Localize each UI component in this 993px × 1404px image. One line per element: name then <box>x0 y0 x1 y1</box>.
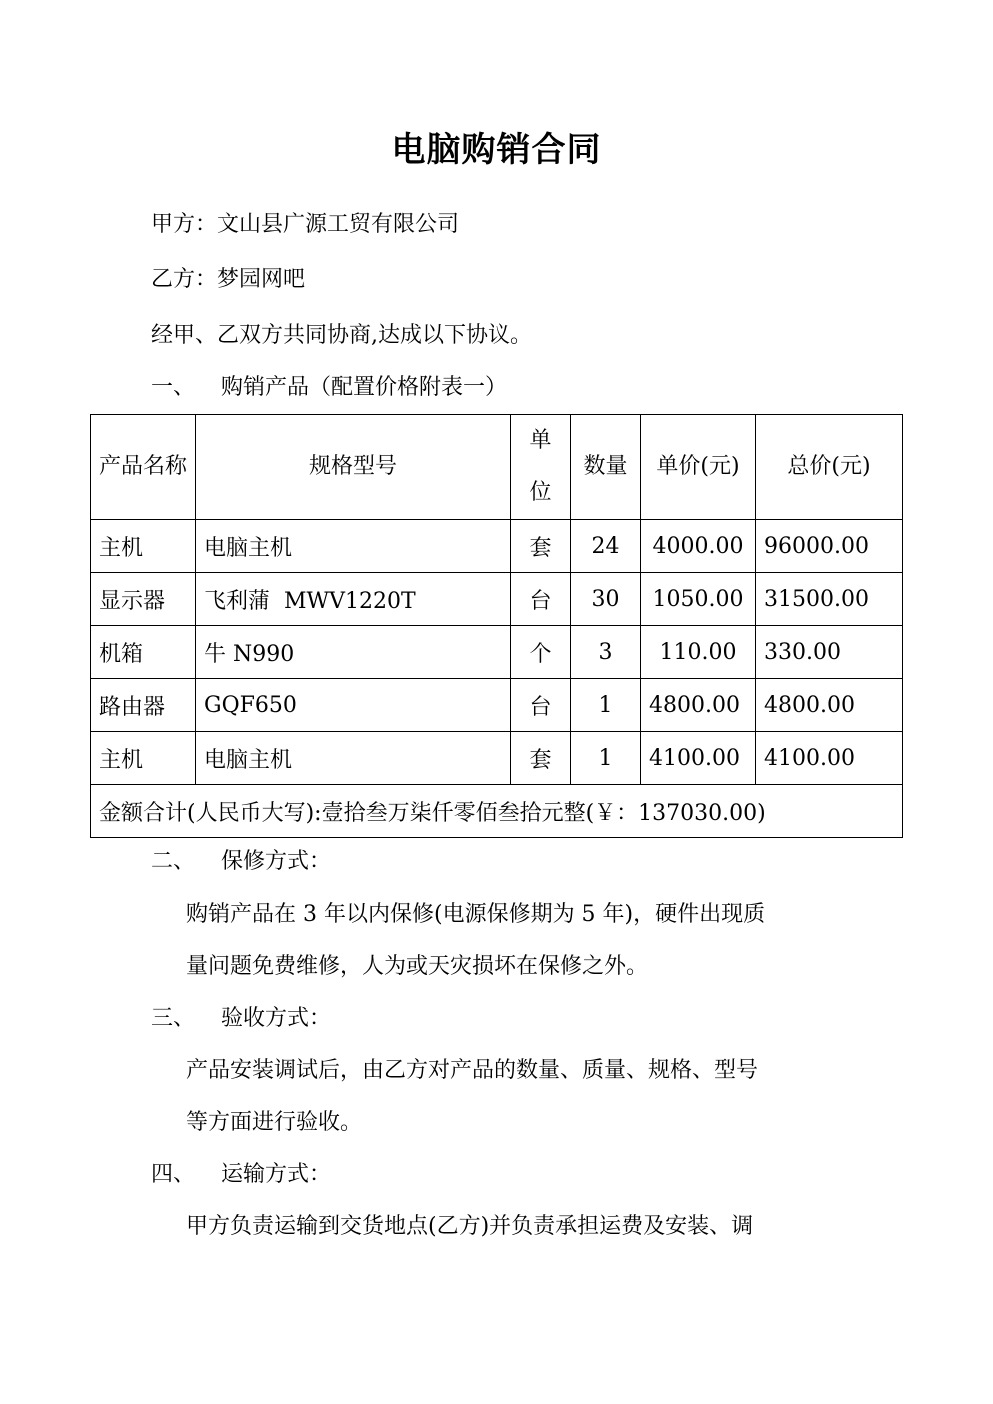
row-unit: 个 <box>511 626 571 679</box>
section-1-heading <box>151 374 507 402</box>
header-qty: 数量 <box>571 415 641 520</box>
section-3-number: 三、 <box>151 1006 196 1031</box>
row-unit: 台 <box>511 679 571 732</box>
row-spec: 电脑主机 <box>196 520 511 573</box>
section-2-heading <box>151 848 331 876</box>
section-1-title: 购销产品（配置价格附表一） <box>221 375 508 400</box>
row-spec: GQF650 <box>196 679 511 732</box>
section-1-number: 一、 <box>151 375 196 400</box>
table-row <box>91 573 903 626</box>
section-2-title: 保修方式： <box>221 849 332 874</box>
table-row <box>91 626 903 679</box>
row-price: 4000.00 <box>641 520 756 573</box>
party-a: 甲方：文山县广源工贸有限公司 <box>151 212 460 237</box>
header-unit-price: 单价(元) <box>641 415 756 520</box>
row-name: 显示器 <box>91 573 196 626</box>
section-3-body-line-1: 产品安装调试后，由乙方对产品的数量、质量、规格、型号 <box>186 1058 759 1083</box>
row-qty: 24 <box>571 520 641 573</box>
section-3-title: 验收方式： <box>221 1006 332 1031</box>
header-total-price: 总价(元) <box>756 415 903 520</box>
row-unit: 台 <box>511 573 571 626</box>
table-sum-row <box>91 785 903 838</box>
product-table <box>90 414 903 838</box>
header-product-name: 产品名称 <box>91 415 196 520</box>
row-name: 主机 <box>91 732 196 785</box>
row-price: 1050.00 <box>641 573 756 626</box>
header-unit: 单位 <box>511 415 571 520</box>
table-header-row <box>91 415 903 520</box>
row-name: 主机 <box>91 520 196 573</box>
row-total: 96000.00 <box>756 520 903 573</box>
section-2-body-line-1: 购销产品在 3 年以内保修(电源保修期为 5 年)，硬件出现质 <box>186 902 766 927</box>
section-4-heading <box>151 1161 331 1189</box>
row-qty: 1 <box>571 732 641 785</box>
row-qty: 30 <box>571 573 641 626</box>
amount-total: 金额合计(人民币大写):壹拾叁万柒仟零佰叁拾元整(￥：137030.00) <box>91 785 903 838</box>
row-price: 4100.00 <box>641 732 756 785</box>
contract-title: 电脑购销合同 <box>391 130 602 170</box>
row-name: 路由器 <box>91 679 196 732</box>
section-2-number: 二、 <box>151 849 196 874</box>
row-price: 110.00 <box>641 626 756 679</box>
table-row <box>91 520 903 573</box>
row-spec: 电脑主机 <box>196 732 511 785</box>
row-spec: 牛 N990 <box>196 626 511 679</box>
row-qty: 1 <box>571 679 641 732</box>
row-price: 4800.00 <box>641 679 756 732</box>
section-3-body-line-2: 等方面进行验收。 <box>186 1110 363 1135</box>
agreement-text: 经甲、乙双方共同协商,达成以下协议。 <box>151 323 532 348</box>
section-4-title: 运输方式： <box>221 1162 332 1187</box>
header-spec: 规格型号 <box>196 415 511 520</box>
row-spec: 飞利蒲 MWV1220T <box>196 573 511 626</box>
section-2-body-line-2: 量问题免费维修，人为或天灾损坏在保修之外。 <box>186 954 649 979</box>
section-4-body-line-1: 甲方负责运输到交货地点(乙方)并负责承担运费及安装、调 <box>186 1214 754 1239</box>
row-name: 机箱 <box>91 626 196 679</box>
row-total: 31500.00 <box>756 573 903 626</box>
section-3-heading <box>151 1005 331 1033</box>
row-qty: 3 <box>571 626 641 679</box>
row-unit: 套 <box>511 732 571 785</box>
table-row <box>91 679 903 732</box>
row-total: 4100.00 <box>756 732 903 785</box>
row-total: 4800.00 <box>756 679 903 732</box>
party-b: 乙方：梦园网吧 <box>151 267 306 292</box>
table-row <box>91 732 903 785</box>
row-unit: 套 <box>511 520 571 573</box>
row-total: 330.00 <box>756 626 903 679</box>
section-4-number: 四、 <box>151 1162 196 1187</box>
